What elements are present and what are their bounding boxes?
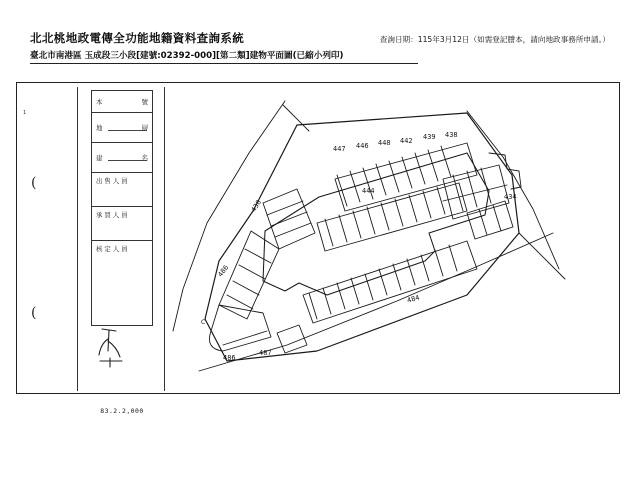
legend-cell-left: 地 bbox=[96, 124, 103, 132]
parcel-label: 486 bbox=[216, 263, 231, 279]
document-subtitle: 臺北市南港區 玉成段三小段[建號:02392-000][第二類]建物平面圖(已縮小列印) bbox=[30, 49, 418, 64]
legend-row bbox=[91, 206, 153, 240]
parcel-label: 486 bbox=[223, 354, 236, 362]
parcel-label: 444 bbox=[362, 187, 375, 195]
parcel-label: C bbox=[201, 319, 206, 326]
header-top-row bbox=[30, 30, 610, 46]
legend-cell-left: 承 買 人 員 bbox=[96, 211, 128, 219]
parcel-label: 448 bbox=[378, 139, 391, 147]
plan-svg bbox=[167, 83, 621, 393]
legend-cell-left: 本 bbox=[96, 98, 103, 106]
legend-row bbox=[91, 112, 153, 142]
parcel-label: 439 bbox=[423, 133, 436, 141]
legend-cell-right: 層 bbox=[141, 124, 148, 132]
legend-rule bbox=[108, 130, 147, 131]
legend-row bbox=[91, 240, 153, 326]
plan-frame bbox=[16, 82, 620, 415]
legend-row bbox=[91, 142, 153, 172]
parcel-label: 442 bbox=[400, 137, 413, 145]
legend-rule bbox=[108, 160, 147, 161]
page-title: 北北桃地政電傳全功能地籍資料查詢系統 bbox=[30, 31, 245, 45]
query-date: 查詢日期：115年3月12日（如需登記謄本，請向地政事務所申請。） bbox=[379, 35, 610, 44]
document-header bbox=[30, 30, 610, 64]
legend-cell-right: 名 bbox=[141, 154, 148, 162]
parcel-label: 447 bbox=[333, 145, 346, 153]
legend-table bbox=[77, 87, 165, 391]
parcel-label: 484 bbox=[406, 293, 421, 305]
building-plan-drawing bbox=[167, 83, 621, 393]
legend-footer-code: 83.2.2,000 bbox=[100, 407, 144, 415]
legend-row bbox=[91, 172, 153, 206]
parcel-label: 446 bbox=[356, 142, 369, 150]
margin-mark-bottom: ( bbox=[31, 305, 37, 321]
legend-cell-left: 建 bbox=[96, 154, 103, 162]
signature-mark bbox=[96, 325, 132, 369]
legend-cell-left: 出 售 人 員 bbox=[96, 177, 128, 185]
legend-row bbox=[91, 90, 153, 112]
margin-tiny-number: 1 bbox=[23, 110, 27, 116]
parcel-label: 434 bbox=[504, 193, 517, 201]
parcel-label: 438 bbox=[249, 198, 264, 214]
legend-cell-left: 核 定 人 員 bbox=[96, 245, 128, 253]
legend-cell-right: 號 bbox=[141, 98, 148, 106]
parcel-label: 438 bbox=[445, 131, 458, 139]
parcel-label: 487 bbox=[259, 349, 272, 357]
margin-mark-top: ( bbox=[31, 175, 37, 191]
